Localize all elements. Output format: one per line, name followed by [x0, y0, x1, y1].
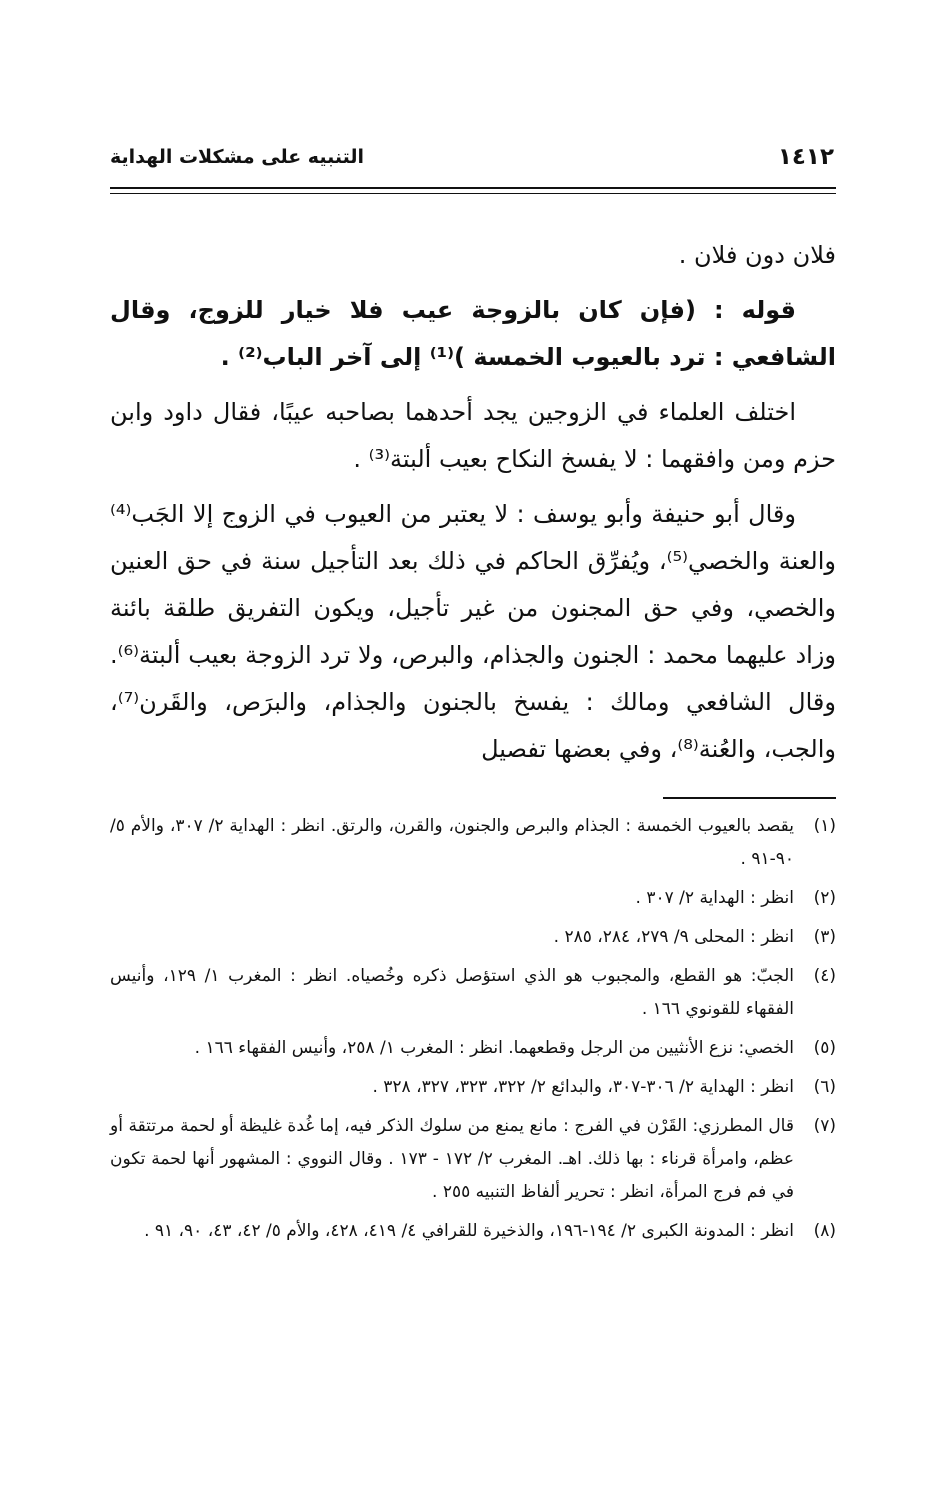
- footnote-text: انظر : الهداية ٢/ ٣٠٦-٣٠٧، والبدائع ٢/ ٣٢٢، ٣٢٣، ٣٢٧، ٣٢٨ .: [372, 1077, 794, 1097]
- paragraph-quote: [110, 287, 836, 381]
- footnote-text: الجبّ: هو القطع، والمجبوب هو الذي استؤصل ذكره وخُصياه. انظر : المغرب ١/ ١٢٩، وأنيس الفقهاء للقونوي ١٦٦ .: [110, 966, 795, 1019]
- footnote-number: (٤): [813, 966, 836, 986]
- footnote-number: (٦): [813, 1077, 836, 1097]
- footnote-number: (٧): [813, 1116, 836, 1136]
- header-rule: [110, 187, 836, 194]
- footnote-text: انظر : المدونة الكبرى ٢/ ١٩٤-١٩٦، والذخيرة للقرافي ٤/ ٤١٩، ٤٢٨، والأم ٥/ ٤٢، ٤٣، ٩٠، ٩١ .: [144, 1221, 794, 1241]
- paragraph-continuation: فلان دون فلان .: [678, 241, 836, 269]
- main-text: [110, 232, 836, 781]
- footnote: [110, 960, 836, 1026]
- book-title: التنبيه على مشكلات الهداية: [110, 146, 364, 168]
- footnote-separator: [663, 797, 836, 799]
- footnote-text: يقصد بالعيوب الخمسة : الجذام والبرص والجنون، والقرن، والرتق. انظر : الهداية ٢/ ٣٠٧، والأم ٥/ ٩٠-٩١ .: [110, 816, 794, 869]
- footnote-number: (١): [813, 816, 836, 836]
- footnote: [110, 1215, 836, 1248]
- footnote: [110, 810, 836, 876]
- paragraph-madhhabs: وقال أبو حنيفة وأبو يوسف : لا يعتبر من العيوب في الزوج إلا الجَب⁽⁴⁾ والعنة والخصي⁽⁵⁾، ويُفرِّق الحاكم في ذلك بعد التأجيل سنة في حق العنين والخصي، وفي حق المجنون من غير تأجيل، ويكون التفريق طلقة بائنة وزاد عليهما محمد : الجنون والجذام، والبرص، ولا ترد الزوجة بعيب ألبتة⁽⁶⁾. وقال الشافعي ومالك : يفسخ بالجنون والجذام، والبرَص، والقَرن⁽⁷⁾، والجب، والعُنة⁽⁸⁾، وفي بعضها تفصيل: [110, 500, 836, 763]
- quote-label: قوله :: [695, 296, 797, 324]
- footnote: [110, 921, 836, 954]
- quote-text: (فإن كان بالزوجة عيب فلا خيار للزوج، وقال الشافعي : ترد بالعيوب الخمسة )⁽¹⁾ إلى آخر الباب⁽²⁾ .: [110, 296, 836, 371]
- footnote-text: الخصي: نزع الأنثيين من الرجل وقطعهما. انظر : المغرب ١/ ٢٥٨، وأنيس الفقهاء ١٦٦ .: [194, 1038, 794, 1058]
- footnote-text: انظر : الهداية ٢/ ٣٠٧ .: [635, 888, 794, 908]
- footnotes: [110, 810, 836, 1254]
- footnote-number: (٣): [813, 927, 836, 947]
- paragraph-scholars: اختلف العلماء في الزوجين يجد أحدهما بصاحبه عيبًا، فقال داود وابن حزم ومن وافقهما : لا يفسخ النكاح بعيب ألبتة⁽³⁾ .: [110, 398, 836, 473]
- footnote-number: (٥): [813, 1038, 836, 1058]
- page-number: ١٤١٢: [777, 144, 834, 170]
- footnote-text: انظر : المحلى ٩/ ٢٧٩، ٢٨٤، ٢٨٥ .: [553, 927, 794, 947]
- running-header: [110, 146, 836, 186]
- footnote-text: قال المطرزي: القَرْن في الفرج : مانع يمنع من سلوك الذكر فيه، إما غُدة غليظة أو لحمة مرتتقة أو عظم، وامرأة قرناء : بها ذلك. اهـ. المغرب ٢/ ١٧٢ - ١٧٣ . وقال النووي : المشهور أنها لحمة تكون في فم فرج المرأة، انظر : تحرير ألفاظ التنبيه ٢٥٥ .: [110, 1116, 794, 1202]
- footnote: [110, 1071, 836, 1104]
- footnote-number: (٢): [813, 888, 836, 908]
- footnote: [110, 882, 836, 915]
- footnote-number: (٨): [813, 1221, 836, 1241]
- footnote: [110, 1032, 836, 1065]
- footnote: [110, 1110, 836, 1209]
- book-page: [110, 0, 836, 1489]
